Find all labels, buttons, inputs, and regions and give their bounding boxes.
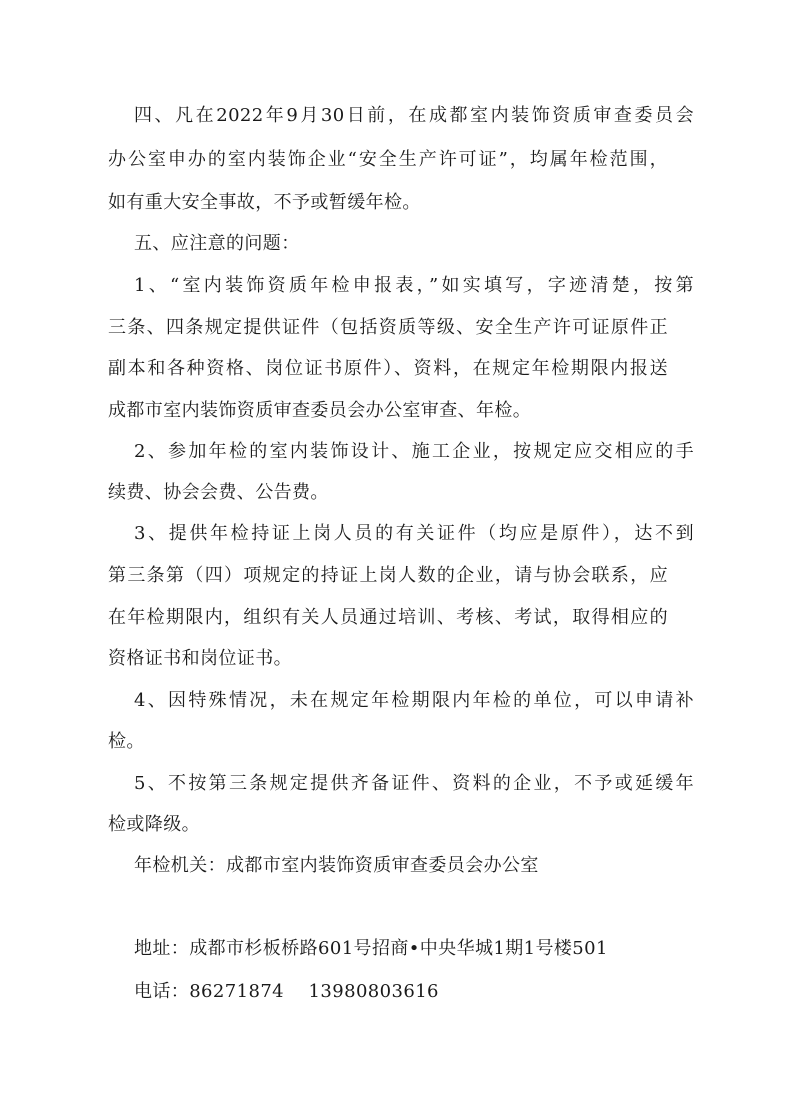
item-1-line-3: 副本和各种资格、岗位证书原件）、资料，在规定年检期限内报送 [108, 358, 668, 379]
paragraph-4-line-2: 办公室申办的室内装饰企业“安全生产许可证”，均属年检范围， [108, 149, 668, 170]
phone-line: 电话：86271874 13980803616 [134, 981, 439, 1002]
item-3-line-1: 3、提供年检持证上岗人员的有关证件（均应是原件），达不到 [134, 523, 694, 544]
item-4-line-1: 4、因特殊情况，未在规定年检期限内年检的单位，可以申请补 [134, 690, 694, 711]
paragraph-4-line-3: 如有重大安全事故，不予或暂缓年检。 [108, 192, 421, 213]
item-5-line-2: 检或降级。 [108, 814, 200, 835]
item-2-line-2: 续费、协会会费、公告费。 [108, 482, 329, 503]
item-5-line-1: 5、不按第三条规定提供齐备证件、资料的企业，不予或延缓年 [134, 773, 694, 794]
paragraph-4-line-1: 四、凡在2022年9月30日前，在成都室内装饰资质审查委员会 [134, 105, 694, 126]
section-5-heading: 五、应注意的问题： [134, 233, 300, 254]
item-1-line-4: 成都市室内装饰资质审查委员会办公室审查、年检。 [108, 400, 532, 421]
item-1-line-2: 三条、四条规定提供证件（包括资质等级、安全生产许可证原件正 [108, 317, 668, 338]
item-3-line-3: 在年检期限内，组织有关人员通过培训、考核、考试，取得相应的 [108, 607, 668, 628]
item-4-line-2: 检。 [108, 731, 145, 752]
item-3-line-4: 资格证书和岗位证书。 [108, 648, 292, 669]
inspection-authority: 年检机关：成都市室内装饰资质审查委员会办公室 [134, 855, 539, 876]
item-2-line-1: 2、参加年检的室内装饰设计、施工企业，按规定应交相应的手 [134, 441, 694, 462]
item-3-line-2: 第三条第（四）项规定的持证上岗人数的企业，请与协会联系，应 [108, 565, 668, 586]
item-1-line-1: 1、“室内装饰资质年检申报表，”如实填写，字迹清楚，按第 [134, 275, 694, 296]
address-line: 地址：成都市杉板桥路601号招商•中央华城1期1号楼501 [134, 938, 608, 959]
